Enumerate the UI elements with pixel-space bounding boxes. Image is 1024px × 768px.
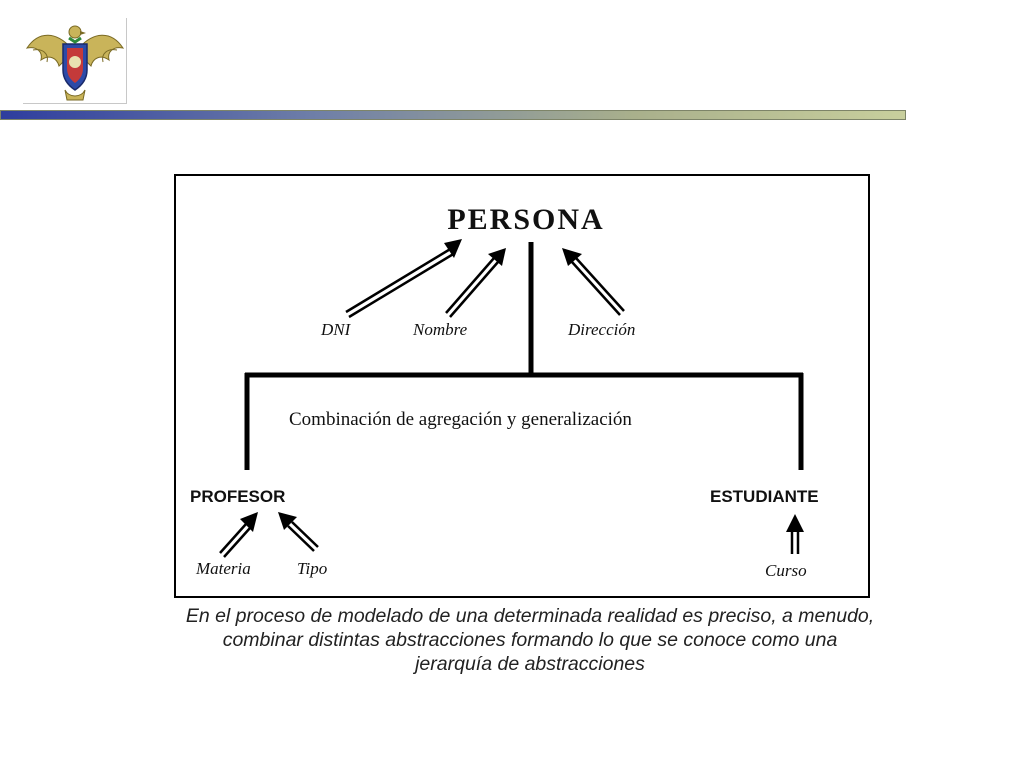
university-logo (23, 18, 127, 104)
attribute-label-nombre: Nombre (413, 320, 468, 339)
arrow-dni-to-persona (346, 239, 462, 317)
abstraction-hierarchy-diagram (174, 174, 870, 598)
child-entity-estudiante: ESTUDIANTE (710, 487, 819, 506)
slide-description (110, 604, 950, 676)
root-entity-label: PERSONA (447, 203, 605, 236)
attribute-label-tipo: Tipo (297, 559, 328, 578)
description-line: En el proceso de modelado de una determinada realidad es preciso, a menudo, (185, 605, 875, 627)
arrow-nombre-to-persona (446, 248, 506, 317)
diagram-connectors (176, 176, 868, 596)
description-line: jerarquía de abstracciones (415, 653, 645, 675)
child-entity-profesor: PROFESOR (190, 487, 286, 506)
attribute-label-curso: Curso (765, 561, 807, 580)
arrow-materia-to-profesor (220, 512, 258, 557)
description-line: combinar distintas abstracciones formando lo que se conoce como una (222, 629, 838, 651)
arrow-direccion-to-persona (562, 248, 624, 315)
relationship-caption: Combinación de agregación y generalización (289, 409, 632, 430)
arrow-curso-to-estudiante (786, 514, 804, 554)
attribute-label-materia: Materia (196, 559, 251, 578)
attribute-label-direccion: Dirección (568, 320, 636, 339)
attribute-label-dni: DNI (321, 320, 351, 339)
eagle-crest-icon (23, 18, 127, 104)
header-divider-bar (0, 110, 906, 120)
arrow-tipo-to-profesor (278, 512, 318, 551)
